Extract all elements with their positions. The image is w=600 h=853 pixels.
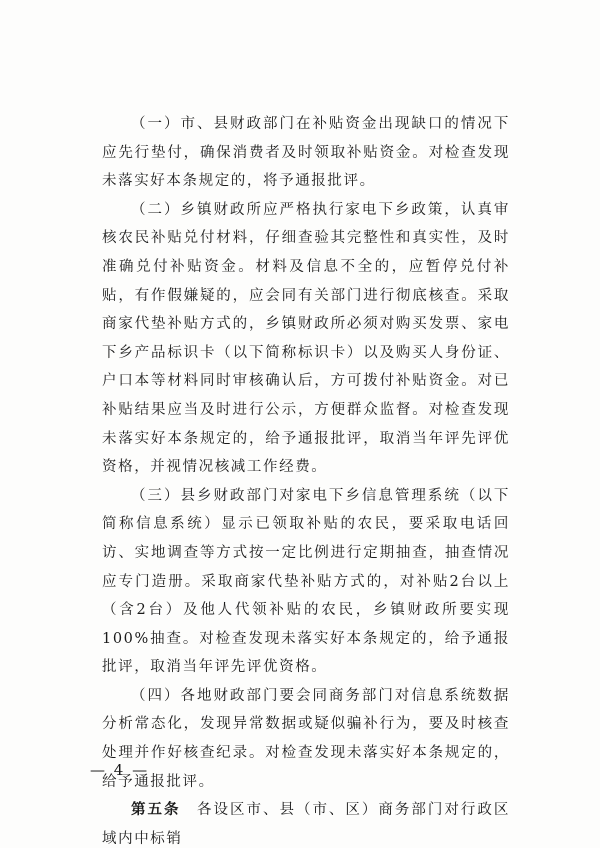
paragraph-4: （四）各地财政部门要会同商务部门对信息系统数据分析常态化，发现异常数据或疑似骗补行为，要及时核查处理并作好核查纪录。对检查发现未落实好本条规定的，给予通报批评。 [102,687,510,790]
paragraph-3: （三）县乡财政部门对家电下乡信息管理系统（以下简称信息系统）显示已领取补贴的农民，要采取电话回访、实地调查等方式按一定比例进行定期抽查，抽查情况应专门造册。采取商家代垫补贴方式的，对补贴2台以上（含2台）及他人代领补贴的农民，乡镇财政所要实现100%抽查。对检查发现未落实好本条规定的，给予通报批评，取消当年评先评优资格。 [102,487,510,676]
article-5-paragraph [102,796,510,853]
article-5-heading: 第五条 [131,801,181,819]
document-body [102,110,510,853]
paragraph-2: （二）乡镇财政所应严格执行家电下乡政策，认真审核农民补贴兑付材料，仔细查验其完整性和真实性，及时准确兑付补贴资金。材料及信息不全的，应暂停兑付补贴，有作假嫌疑的，应会同有关部门进行彻底核查。采取商家代垫补贴方式的，乡镇财政所必须对购买发票、家电下乡产品标识卡（以下简称标识卡）以及购买人身份证、户口本等材料同时审核确认后，方可拨付补贴资金。对已补贴结果应当及时进行公示，方便群众监督。对检查发现未落实好本条规定的，给予通报批评，取消当年评先评优资格，并视情况核减工作经费。 [102,201,510,476]
page-number: — 4 — [90,761,150,779]
article-5-text: 各设区市、县（市、区）商务部门对行政区域内中标销 [102,802,510,847]
paragraph-1: （一）市、县财政部门在补贴资金出现缺口的情况下应先行垫付，确保消费者及时领取补贴资金。对检查发现未落实好本条规定的，将予通报批评。 [102,116,510,190]
